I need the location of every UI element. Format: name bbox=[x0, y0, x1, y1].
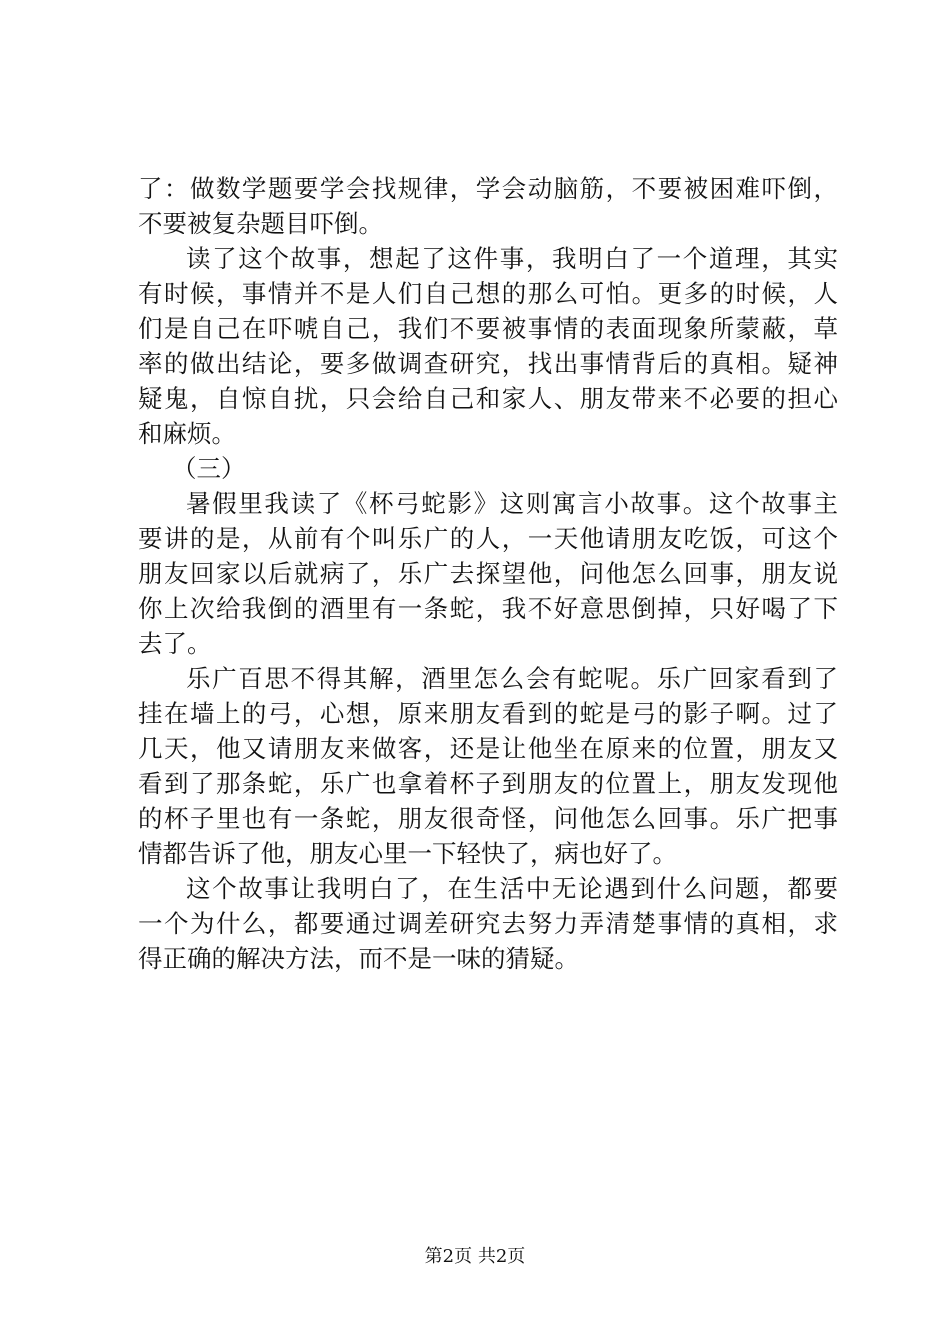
text-line: 几天，他又请朋友来做客，还是让他坐在原来的位置，朋友又 bbox=[138, 734, 838, 763]
paragraph-start-line: 暑假里我读了《杯弓蛇影》这则寓言小故事。这个故事主 bbox=[186, 489, 838, 518]
text-line: 得正确的解决方法，而不是一味的猜疑。 bbox=[138, 944, 579, 973]
page-number: 第2页 共2页 bbox=[424, 1246, 526, 1267]
text-line: 疑鬼，自惊自扰，只会给自己和家人、朋友带来不必要的担心 bbox=[138, 384, 838, 413]
text-line: 一个为什么，都要通过调差研究去努力弄清楚事情的真相，求 bbox=[138, 909, 838, 938]
paragraph-start-line: 这个故事让我明白了，在生活中无论遇到什么问题，都要 bbox=[186, 874, 838, 903]
text-line: 朋友回家以后就病了，乐广去探望他，问他怎么回事，朋友说 bbox=[138, 559, 838, 588]
section-heading: （三） bbox=[172, 454, 246, 483]
text-line: 你上次给我倒的酒里有一条蛇，我不好意思倒掉，只好喝了下 bbox=[138, 594, 838, 623]
text-line: 要讲的是，从前有个叫乐广的人，一天他请朋友吃饭，可这个 bbox=[138, 524, 838, 553]
text-line: 去了。 bbox=[138, 629, 212, 658]
text-line: 有时候，事情并不是人们自己想的那么可怕。更多的时候，人 bbox=[138, 279, 838, 308]
text-line: 看到了那条蛇，乐广也拿着杯子到朋友的位置上，朋友发现他 bbox=[138, 769, 838, 798]
text-line: 和麻烦。 bbox=[138, 419, 236, 448]
text-line: 情都告诉了他，朋友心里一下轻快了，病也好了。 bbox=[138, 839, 677, 868]
paragraph-start-line: 读了这个故事，想起了这件事，我明白了一个道理，其实 bbox=[186, 244, 838, 273]
text-line: 了：做数学题要学会找规律，学会动脑筋，不要被困难吓倒， bbox=[138, 174, 838, 203]
text-line: 不要被复杂题目吓倒。 bbox=[138, 209, 383, 238]
text-line: 挂在墙上的弓，心想，原来朋友看到的蛇是弓的影子啊。过了 bbox=[138, 699, 838, 728]
document-body bbox=[138, 171, 838, 976]
text-line: 的杯子里也有一条蛇，朋友很奇怪，问他怎么回事。乐广把事 bbox=[138, 804, 838, 833]
text-line: 率的做出结论，要多做调查研究，找出事情背后的真相。疑神 bbox=[138, 349, 838, 378]
text-line: 们是自己在吓唬自己，我们不要被事情的表面现象所蒙蔽，草 bbox=[138, 314, 838, 343]
paragraph-start-line: 乐广百思不得其解，酒里怎么会有蛇呢。乐广回家看到了 bbox=[186, 664, 838, 693]
